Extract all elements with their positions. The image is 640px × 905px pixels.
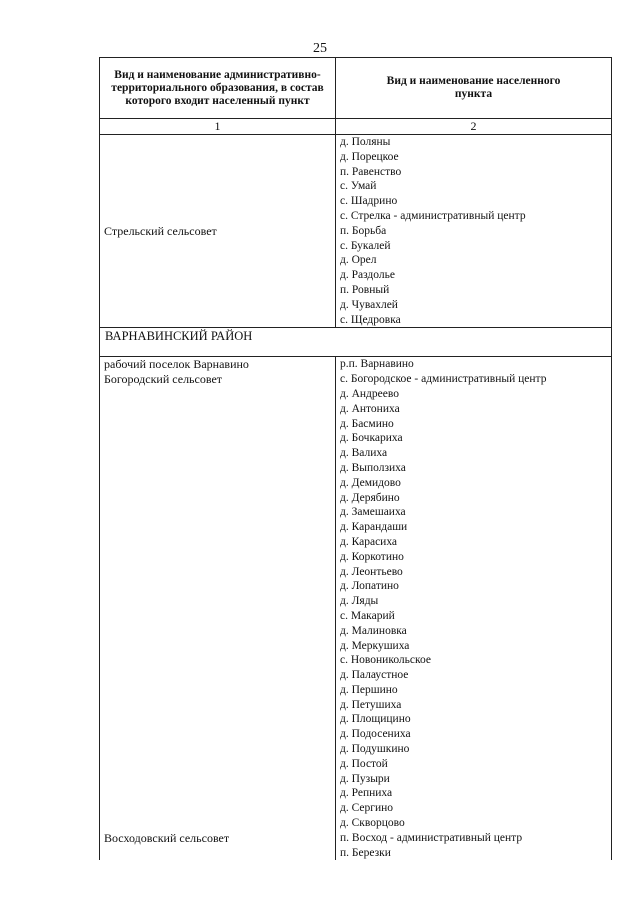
settlement-item: д. Площицино — [340, 713, 411, 726]
page-number: 25 — [313, 41, 327, 56]
district-title: ВАРНАВИНСКИЙ РАЙОН — [105, 329, 253, 344]
settlement-list — [336, 135, 611, 327]
settlement-item: д. Меркушиха — [340, 639, 410, 652]
settlement-item: д. Выползиха — [340, 461, 406, 474]
table-row — [99, 831, 612, 861]
settlement-item: д. Карандаши — [340, 521, 408, 534]
settlement-item: д. Постой — [340, 757, 388, 770]
admin-unit-name: Стрельский сельсовет — [104, 223, 217, 238]
settlement-list — [336, 831, 611, 861]
settlement-item: п. Ровный — [340, 283, 390, 296]
settlement-item: с. Щедровка — [340, 313, 401, 326]
settlement-item: д. Валиха — [340, 447, 388, 460]
settlement-item: с. Букалей — [340, 239, 391, 252]
table-row — [99, 134, 612, 327]
settlement-item: д. Порецкое — [340, 150, 399, 163]
settlement-item: д. Бочкариха — [340, 432, 403, 445]
settlement-item: д. Репниха — [340, 787, 393, 800]
settlement-item: д. Коркотино — [340, 550, 404, 563]
settlement-item: с. Новоникольское — [340, 654, 432, 667]
table-row — [99, 372, 612, 831]
settlements-table — [99, 57, 612, 860]
settlement-item: д. Орел — [340, 254, 377, 267]
settlement-item: д. Дерябино — [340, 491, 400, 504]
settlement-item: с. Шадрино — [340, 195, 398, 208]
district-row — [99, 327, 612, 356]
column-number-row — [99, 118, 612, 134]
header-col2: Вид и наименование населенного пункта — [386, 75, 561, 100]
settlement-item: д. Подосениха — [340, 728, 411, 741]
table-row — [99, 356, 612, 372]
settlement-item: д. Петушиха — [340, 698, 402, 711]
admin-unit-name: Богородский сельсовет — [104, 372, 223, 387]
settlement-item: д. Лопатино — [340, 580, 399, 593]
settlement-item: д. Андреево — [340, 387, 399, 400]
settlement-item: с. Умай — [340, 180, 377, 193]
admin-unit-cell — [100, 357, 336, 372]
settlement-item: д. Чувахлей — [340, 298, 398, 311]
table-header — [99, 57, 612, 118]
settlement-item: с. Макарий — [340, 609, 395, 622]
column-number-1: 1 — [100, 119, 336, 134]
settlement-item: д. Скворцово — [340, 817, 405, 830]
settlement-item: д. Ляды — [340, 595, 379, 608]
admin-unit-name: Восходовский сельсовет — [104, 830, 230, 845]
admin-unit-cell — [100, 135, 336, 327]
admin-unit-cell — [100, 831, 336, 861]
settlement-item: р.п. Варнавино — [340, 358, 414, 371]
settlement-item: д. Раздолье — [340, 269, 395, 282]
settlement-item: с. Богородское - административный центр — [340, 373, 547, 386]
settlement-item: д. Пузыри — [340, 772, 390, 785]
settlement-item: д. Замешаиха — [340, 506, 406, 519]
settlement-item: п. Восход - административный центр — [340, 831, 523, 844]
settlement-item: д. Поляны — [340, 136, 391, 148]
settlement-item: п. Равенство — [340, 165, 402, 178]
admin-unit-name: рабочий поселок Варнавино — [104, 357, 249, 372]
settlement-item: д. Демидово — [340, 476, 401, 489]
settlement-item: д. Басмино — [340, 417, 394, 430]
settlement-item: д. Леонтьево — [340, 565, 403, 578]
settlement-item: п. Борьба — [340, 224, 387, 237]
settlement-item: с. Стрелка - административный центр — [340, 209, 526, 222]
settlement-item: д. Першино — [340, 683, 398, 696]
settlement-item: д. Палаустное — [340, 669, 409, 682]
admin-unit-cell — [100, 372, 336, 831]
settlement-item: д. Антониха — [340, 402, 400, 415]
settlement-item: д. Подушкино — [340, 743, 410, 756]
settlement-list — [336, 372, 611, 831]
header-col1: Вид и наименование административно-территориального образования, в состав которого входит населенный пункт — [100, 58, 336, 118]
settlement-item: д. Сергино — [340, 802, 394, 815]
settlement-item: д. Карасиха — [340, 535, 398, 548]
settlement-item: п. Березки — [340, 846, 391, 859]
column-number-2: 2 — [470, 119, 477, 133]
settlement-list — [336, 357, 611, 372]
settlement-item: д. Малиновка — [340, 624, 407, 637]
